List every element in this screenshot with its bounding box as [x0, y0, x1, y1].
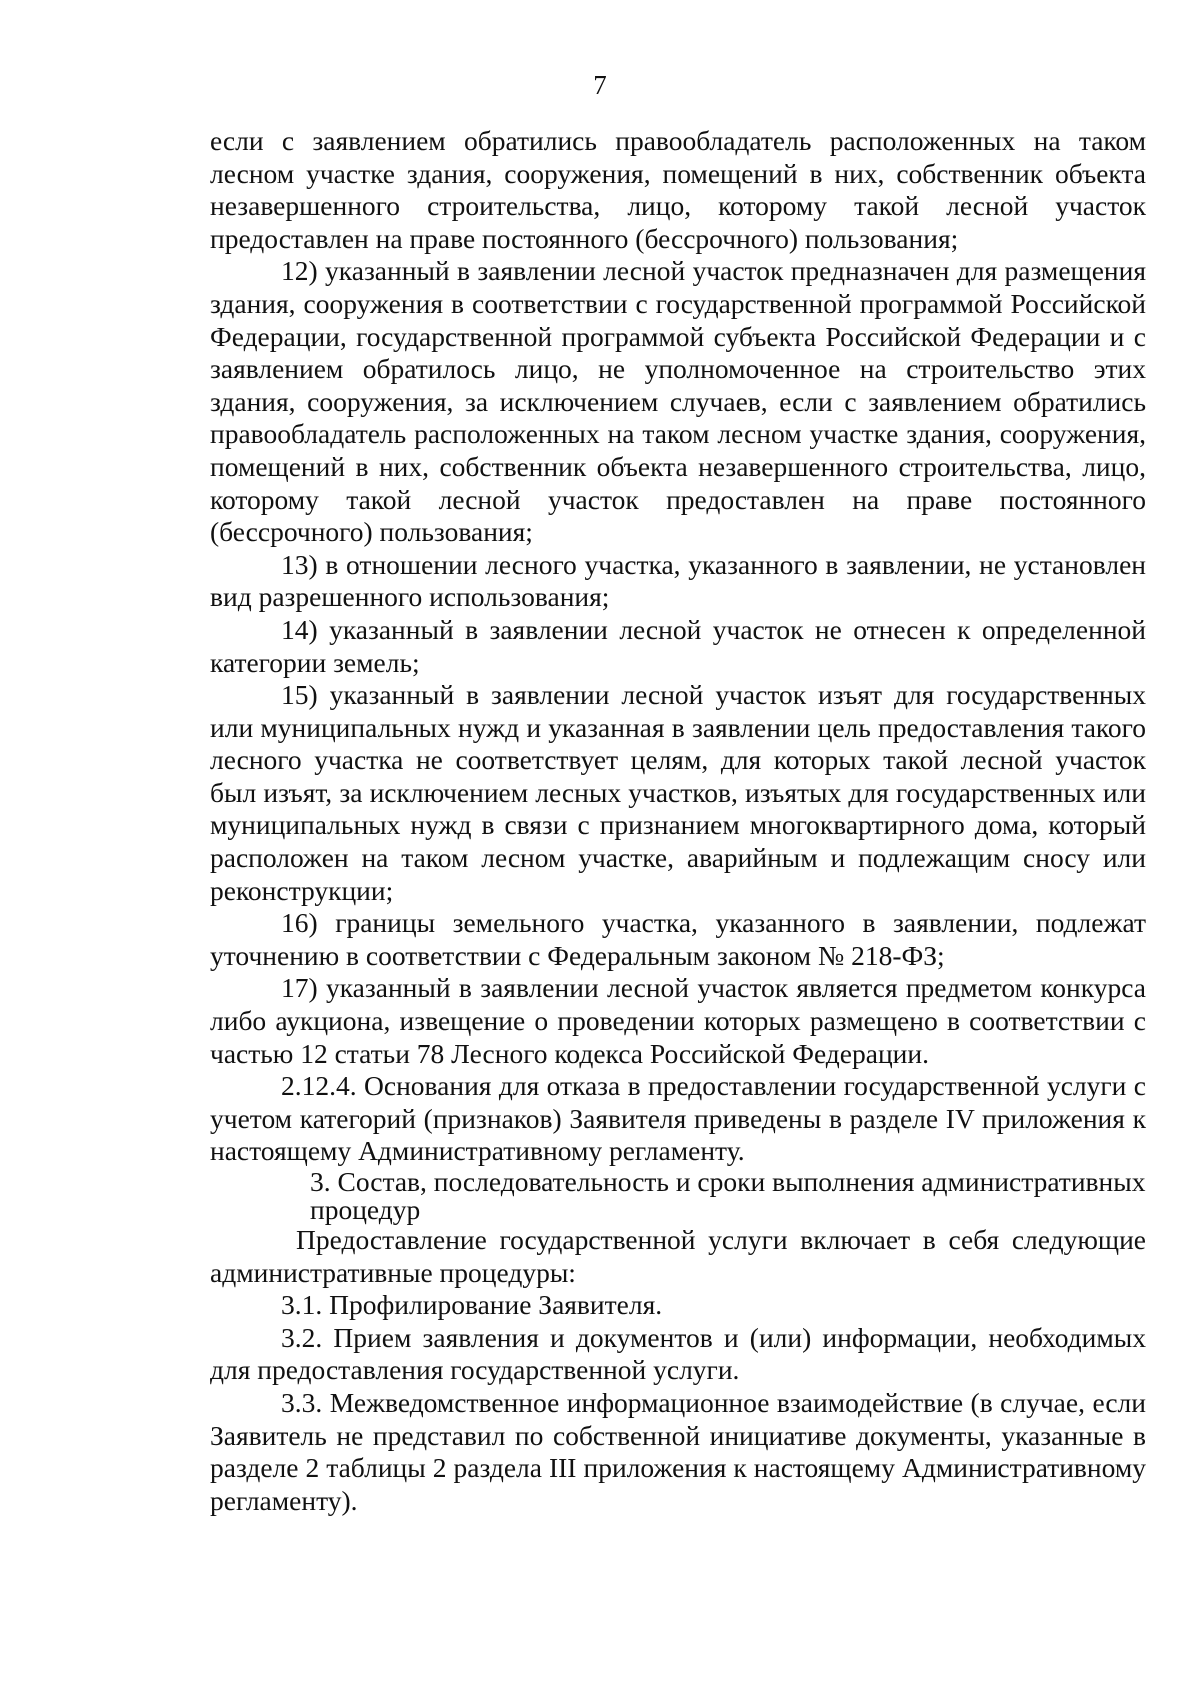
clause-3-1: 3.1. Профилирование Заявителя.: [281, 1289, 663, 1321]
section-intro: Предоставление государственной услуги включает в себя следующие административные процедуры:: [210, 1224, 1146, 1288]
list-item-17: 17) указанный в заявлении лесной участок является предметом конкурса либо аукциона, извещение о проведении которых размещено в соответствии с частью 12 статьи 78 Лесного кодекса Российской Федерации.: [210, 972, 1146, 1069]
list-item-16: 16) границы земельного участка, указанного в заявлении, подлежат уточнению в соответствии с Федеральным законом № 218-ФЗ;: [210, 907, 1146, 971]
paragraph-continuation: если с заявлением обратились правообладатель расположенных на таком лесном участке здания, сооружения, помещений в них, собственник объекта незавершенного строительства, лицо, которому такой лесной участок предоставлен на праве постоянного (бессрочного) пользования;: [210, 125, 1146, 254]
list-item-13: 13) в отношении лесного участка, указанного в заявлении, не установлен вид разрешенного использования;: [210, 548, 1146, 613]
list-item-14: 14) указанный в заявлении лесной участок не отнесен к определенной категории земель;: [210, 613, 1146, 678]
clause-3-2: 3.2. Прием заявления и документов и (или) информации, необходимых для предоставления государственной услуги.: [210, 1321, 1146, 1386]
section-heading: 3. Состав, последовательность и сроки выполнения административных процедур: [310, 1166, 1146, 1225]
clause-3-3: 3.3. Межведомственное информационное взаимодействие (в случае, если Заявитель не представил по собственной инициативе документы, указанные в разделе 2 таблицы 2 раздела III приложения к настоящему Административному регламенту).: [210, 1386, 1146, 1516]
clause-2-12-4: 2.12.4. Основания для отказа в предоставлении государственной услуги с учетом категорий (признаков) Заявителя приведены в разделе IV приложения к настоящему Административному регламенту.: [210, 1070, 1146, 1167]
list-item-12: 12) указанный в заявлении лесной участок предназначен для размещения здания, сооружения в соответствии с государственной программой Российской Федерации, государственной программой субъекта Российской Федерации и с заявлением обратилось лицо, не уполномоченное на строительство этих здания, сооружения, за исключением случаев, если с заявлением обратились правообладатель расположенных на таком лесном участке здания, сооружения, помещений в них, собственник объекта незавершенного строительства, лицо, которому такой лесной участок предоставлен на праве постоянного (бессрочного) пользования;: [210, 255, 1146, 548]
list-item-15: 15) указанный в заявлении лесной участок изъят для государственных или муниципальных нужд и указанная в заявлении цель предоставления такого лесного участка не соответствует целям, для которых такой лесной участок был изъят, за исключением лесных участков, изъятых для государственных или муниципальных нужд в связи с признанием многоквартирного дома, который расположен на таком лесном участке, аварийным и подлежащим сносу или реконструкции;: [210, 679, 1146, 906]
document-body: [210, 125, 1146, 1517]
page-number: 7: [593, 70, 607, 100]
